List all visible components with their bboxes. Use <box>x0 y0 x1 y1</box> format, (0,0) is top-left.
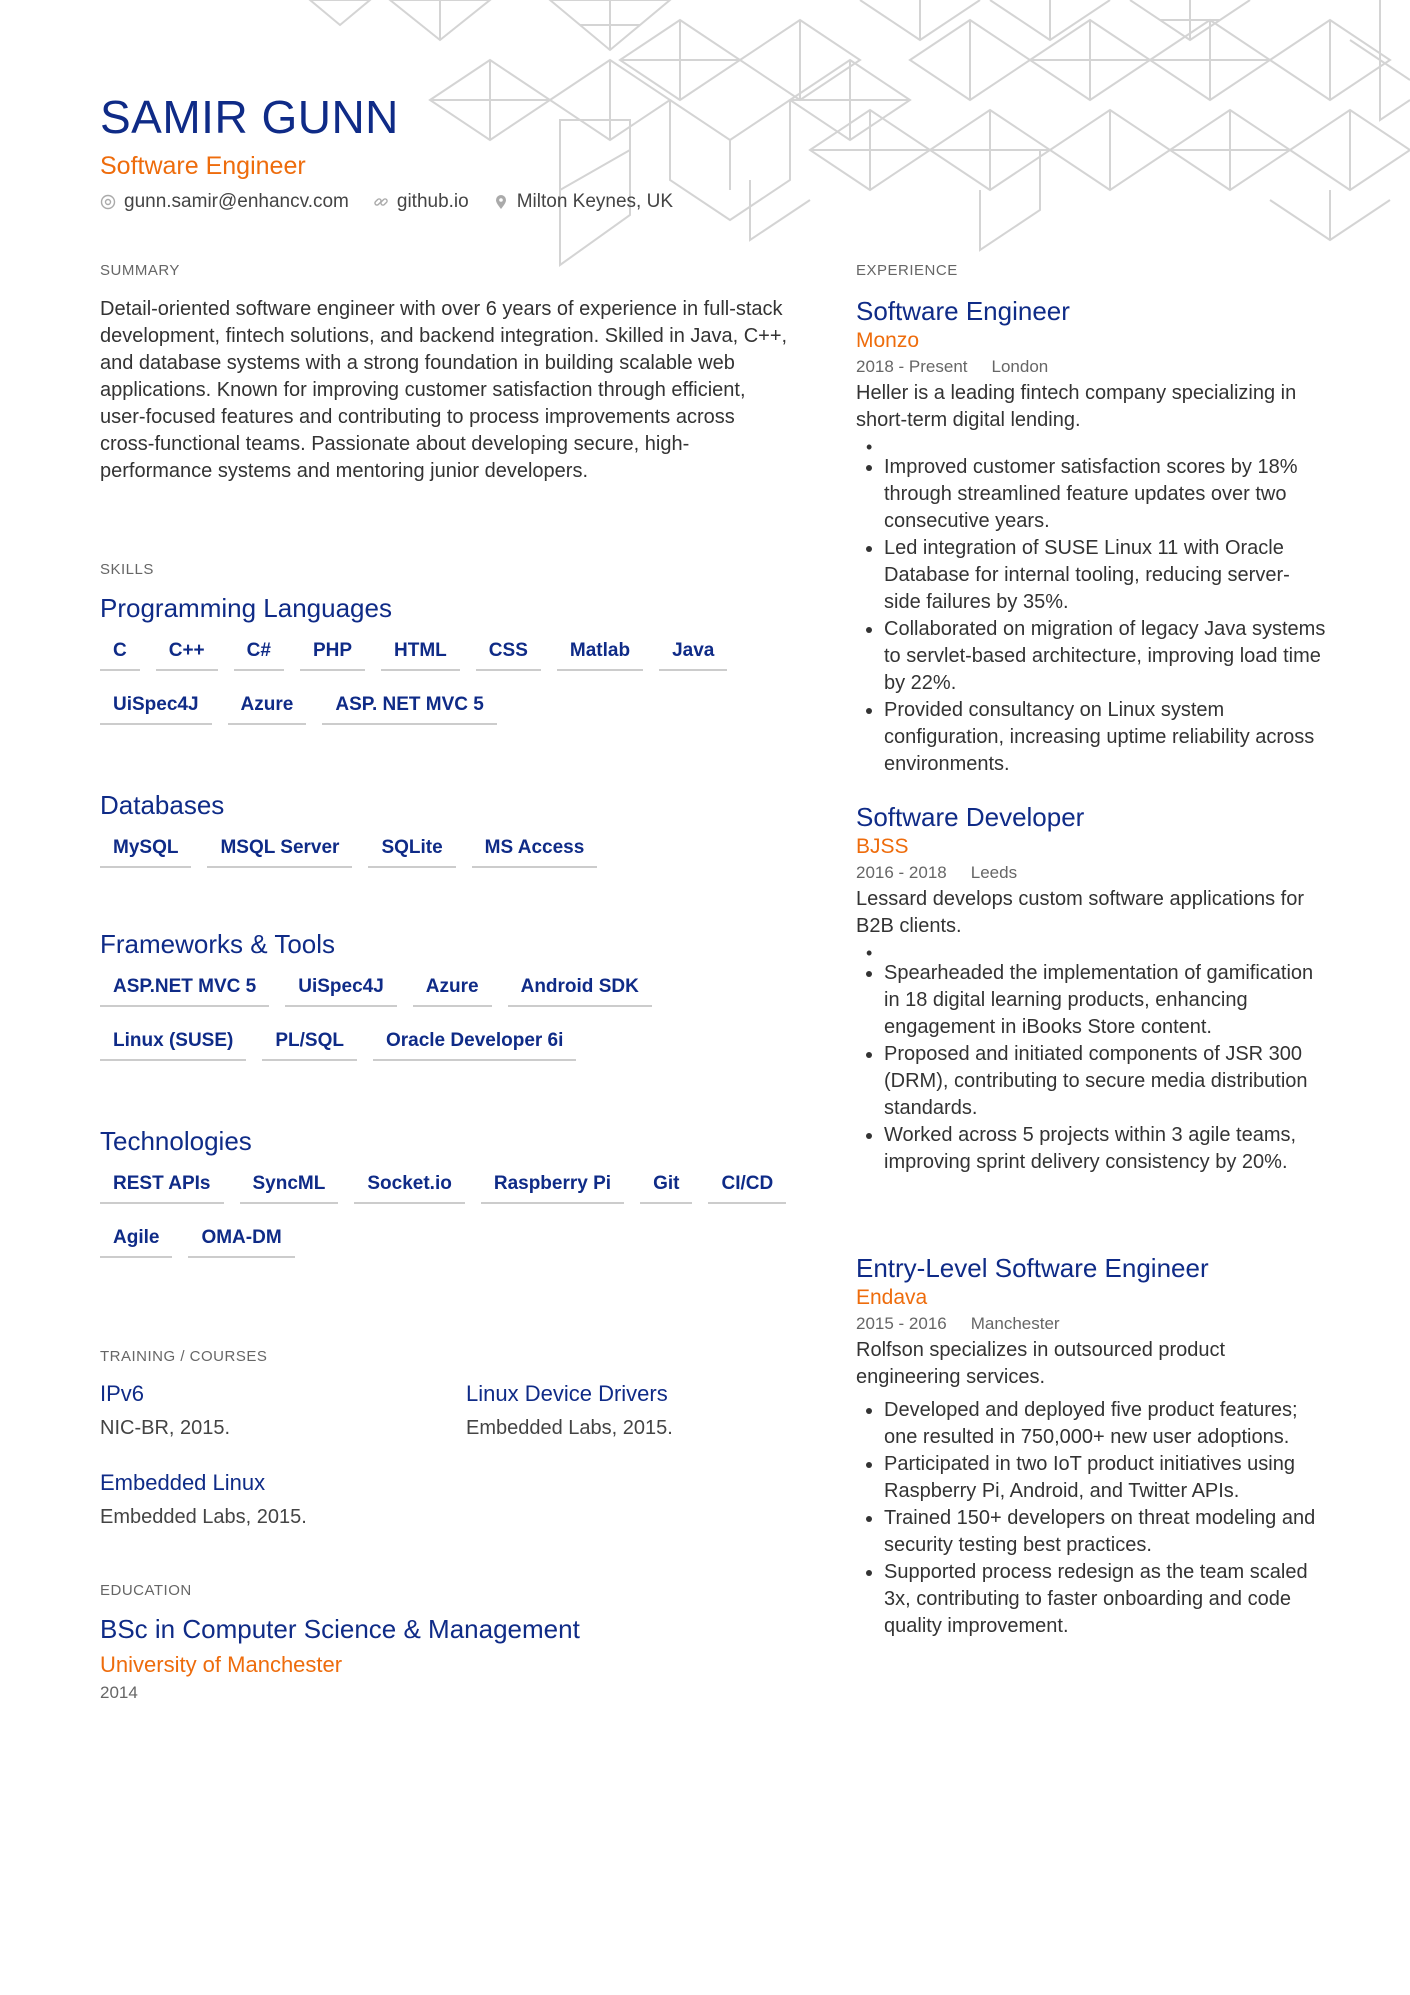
contact-website[interactable] <box>373 191 469 213</box>
skills-heading: SKILLS <box>100 561 154 578</box>
skill-tag: OMA-DM <box>188 1227 294 1258</box>
skill-tag: PHP <box>300 640 365 671</box>
skill-tag: Socket.io <box>354 1173 464 1204</box>
school-name: University of Manchester <box>100 1652 343 1677</box>
achievement-item: • Collaborated on migration of legacy Java systems to servlet-based architecture, improving load time by 22%. <box>884 616 1326 697</box>
skill-tag: REST APIs <box>100 1173 224 1204</box>
company-name: Monzo <box>856 329 920 352</box>
achievement-item: • Trained 150+ developers on threat modeling and security testing best practices. <box>884 1505 1326 1559</box>
experience-entry <box>856 1253 1326 1640</box>
position-title: Entry-Level Software Engineer <box>856 1253 1209 1283</box>
skill-tag: C# <box>234 640 284 671</box>
education-entry <box>100 1614 790 1703</box>
course-item <box>100 1381 440 1440</box>
summary-heading: SUMMARY <box>100 262 180 279</box>
skill-tag: CI/CD <box>708 1173 786 1204</box>
achievement-item: • Worked across 5 projects within 3 agile teams, improving sprint delivery consistency by 20%. <box>884 1122 1326 1176</box>
link-icon <box>373 194 389 210</box>
course-source: NIC-BR, 2015. <box>100 1417 231 1439</box>
degree-title: BSc in Computer Science & Management <box>100 1614 580 1644</box>
course-title: IPv6 <box>100 1381 145 1406</box>
experience-heading: EXPERIENCE <box>856 262 958 279</box>
skill-tag: MySQL <box>100 837 191 868</box>
contact-location <box>493 191 673 213</box>
achievement-item: • Led integration of SUSE Linux 11 with Oracle Database for internal tooling, reducing server-side failures by 35%. <box>884 535 1326 616</box>
skill-tag: Agile <box>100 1227 172 1258</box>
skill-tag: Linux (SUSE) <box>100 1030 246 1061</box>
course-item <box>466 1381 806 1440</box>
job-location: Manchester <box>970 1314 1060 1333</box>
skill-tag: C <box>100 640 140 671</box>
course-title: Linux Device Drivers <box>466 1381 668 1406</box>
achievement-item: • Supported process redesign as the team scaled 3x, contributing to faster onboarding and code quality improvement. <box>884 1559 1326 1640</box>
skill-tag: Azure <box>228 694 307 725</box>
achievement-item: • Proposed and initiated components of JSR 300 (DRM), contributing to secure media distribution standards. <box>884 1041 1326 1122</box>
course-title: Embedded Linux <box>100 1470 266 1495</box>
achievement-item: • • Improved customer satisfaction scores by 18% through streamlined feature updates over two consecutive years. <box>884 454 1326 535</box>
education-heading: EDUCATION <box>100 1582 192 1599</box>
job-location: London <box>991 357 1049 376</box>
skill-group-title: Frameworks & Tools <box>100 929 336 959</box>
location-text: Milton Keynes, UK <box>516 191 674 212</box>
skill-tag: Java <box>659 640 727 671</box>
company-description: Rolfson specializes in outsourced product engineering services. <box>856 1339 1226 1388</box>
company-description: Heller is a leading fintech company specializing in short-term digital lending. <box>856 382 1297 431</box>
contact-email[interactable] <box>100 191 349 213</box>
skill-tag: ASP.NET MVC 5 <box>100 976 269 1007</box>
position-title: Software Developer <box>856 802 1085 832</box>
course-source: Embedded Labs, 2015. <box>100 1506 307 1528</box>
skill-tag: CSS <box>476 640 541 671</box>
skill-tag: MS Access <box>472 837 598 868</box>
achievement-item: • • Spearheaded the implementation of gamification in 18 digital learning products, enhancing engagement in iBooks Store content. <box>884 960 1326 1041</box>
skill-group-programming-languages <box>100 593 790 725</box>
job-dates: 2016 - 2018 <box>856 863 947 882</box>
course-source: Embedded Labs, 2015. <box>466 1417 673 1439</box>
graduation-year: 2014 <box>100 1683 138 1702</box>
job-title: Software Engineer <box>100 152 306 180</box>
company-name: BJSS <box>856 835 909 858</box>
experience-entry <box>856 802 1326 1176</box>
skill-tag: SQLite <box>368 837 455 868</box>
geometric-background-pattern <box>300 0 1410 270</box>
position-title: Software Engineer <box>856 296 1070 326</box>
website-text: github.io <box>396 191 469 212</box>
email-text: gunn.samir@enhancv.com <box>124 191 349 212</box>
experience-entry <box>856 296 1326 778</box>
candidate-name: SAMIR GUNN <box>100 91 399 143</box>
skill-group-databases <box>100 790 790 868</box>
skill-tag: UiSpec4J <box>285 976 397 1007</box>
skill-tag: Git <box>640 1173 692 1204</box>
skill-tag: SyncML <box>240 1173 339 1204</box>
skill-tag: C++ <box>156 640 218 671</box>
course-item <box>100 1470 440 1529</box>
achievement-list <box>856 946 1326 1176</box>
skill-tag: HTML <box>381 640 460 671</box>
map-pin-icon <box>493 194 509 210</box>
job-location: Leeds <box>970 863 1018 882</box>
achievement-item: • Developed and deployed five product features; one resulted in 750,000+ new user adoptions. <box>884 1397 1326 1451</box>
skill-tag: UiSpec4J <box>100 694 212 725</box>
achievement-item: • Provided consultancy on Linux system configuration, increasing uptime reliability across environments. <box>884 697 1326 778</box>
summary-text: Detail-oriented software engineer with over 6 years of experience in full-stack development, fintech solutions, and backend integration. Skilled in Java, C++, and database systems with a strong foundation in building scalable web applications. Known for improving customer satisfaction through efficient, user-focused features and contributing to process improvements across cross-functional teams. Passionate about developing secure, high-performance systems and mentoring junior developers. <box>100 298 788 482</box>
skill-group-title: Databases <box>100 790 225 820</box>
contact-info <box>100 191 673 213</box>
achievement-list <box>856 440 1326 778</box>
skill-tag: Android SDK <box>508 976 652 1007</box>
skill-group-title: Technologies <box>100 1126 252 1156</box>
skill-tag: PL/SQL <box>262 1030 357 1061</box>
skill-tag: Matlab <box>557 640 643 671</box>
job-dates: 2015 - 2016 <box>856 1314 947 1333</box>
skill-tag: Azure <box>413 976 492 1007</box>
skill-group-technologies <box>100 1126 790 1258</box>
skill-tag: MSQL Server <box>207 837 352 868</box>
at-icon <box>100 194 116 210</box>
job-dates: 2018 - Present <box>856 357 968 376</box>
company-name: Endava <box>856 1286 928 1309</box>
company-description: Lessard develops custom software applications for B2B clients. <box>856 888 1305 937</box>
achievement-list <box>856 1397 1326 1640</box>
achievement-item: • Participated in two IoT product initiatives using Raspberry Pi, Android, and Twitter APIs. <box>884 1451 1326 1505</box>
skill-group-frameworks-tools <box>100 929 790 1061</box>
skill-tag: Raspberry Pi <box>481 1173 624 1204</box>
training-heading: TRAINING / COURSES <box>100 1348 268 1365</box>
skill-group-title: Programming Languages <box>100 593 392 623</box>
skill-tag: ASP. NET MVC 5 <box>322 694 497 725</box>
skill-tag: Oracle Developer 6i <box>373 1030 576 1061</box>
